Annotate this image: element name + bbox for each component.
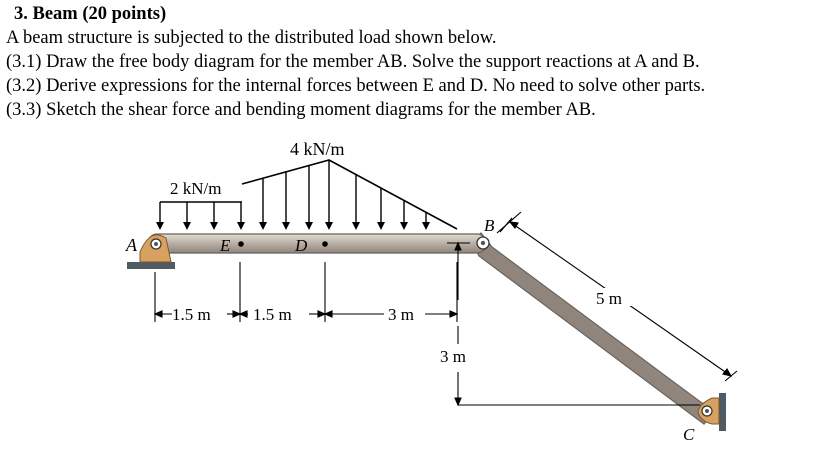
dim-label-2: 1.5 m	[253, 305, 292, 324]
label-b: B	[484, 216, 495, 235]
member-bc	[472, 233, 714, 424]
question-3-3: (3.3) Sketch the shear force and bending moment diagrams for the member AB.	[6, 100, 596, 120]
label-e: E	[220, 236, 231, 255]
question-3-1: (3.1) Draw the free body diagram for the member AB. Solve the support reactions at A and B.	[6, 52, 700, 72]
load-peak-label: 4 kN/m	[290, 139, 345, 159]
support-c	[698, 393, 726, 431]
dim-label-1: 1.5 m	[172, 305, 211, 324]
support-a-ground	[127, 262, 175, 269]
point-e-dot	[238, 241, 244, 247]
label-c: C	[683, 425, 695, 444]
load-uniform-label: 2 kN/m	[170, 179, 222, 198]
dim-label-3: 3 m	[388, 305, 414, 324]
dim-label-inclined: 5 m	[596, 289, 622, 308]
triangular-load	[242, 160, 457, 230]
question-3-2: (3.2) Derive expressions for the internal forces between E and D. No need to solve other parts.	[6, 76, 706, 96]
label-d: D	[295, 236, 308, 255]
problem-heading: 3. Beam (20 points)	[14, 4, 167, 24]
dim-label-vertical: 3 m	[440, 347, 466, 366]
triangular-load-arrows	[259, 160, 430, 230]
uniform-load	[156, 202, 245, 230]
member-ab	[148, 234, 486, 253]
uniform-load-arrows	[156, 202, 245, 230]
problem-intro: A beam structure is subjected to the distributed load shown below.	[6, 28, 497, 48]
support-c-wall	[719, 393, 726, 431]
point-d-dot	[322, 241, 328, 247]
triangular-load-outline	[242, 160, 457, 229]
label-a: A	[126, 235, 137, 255]
